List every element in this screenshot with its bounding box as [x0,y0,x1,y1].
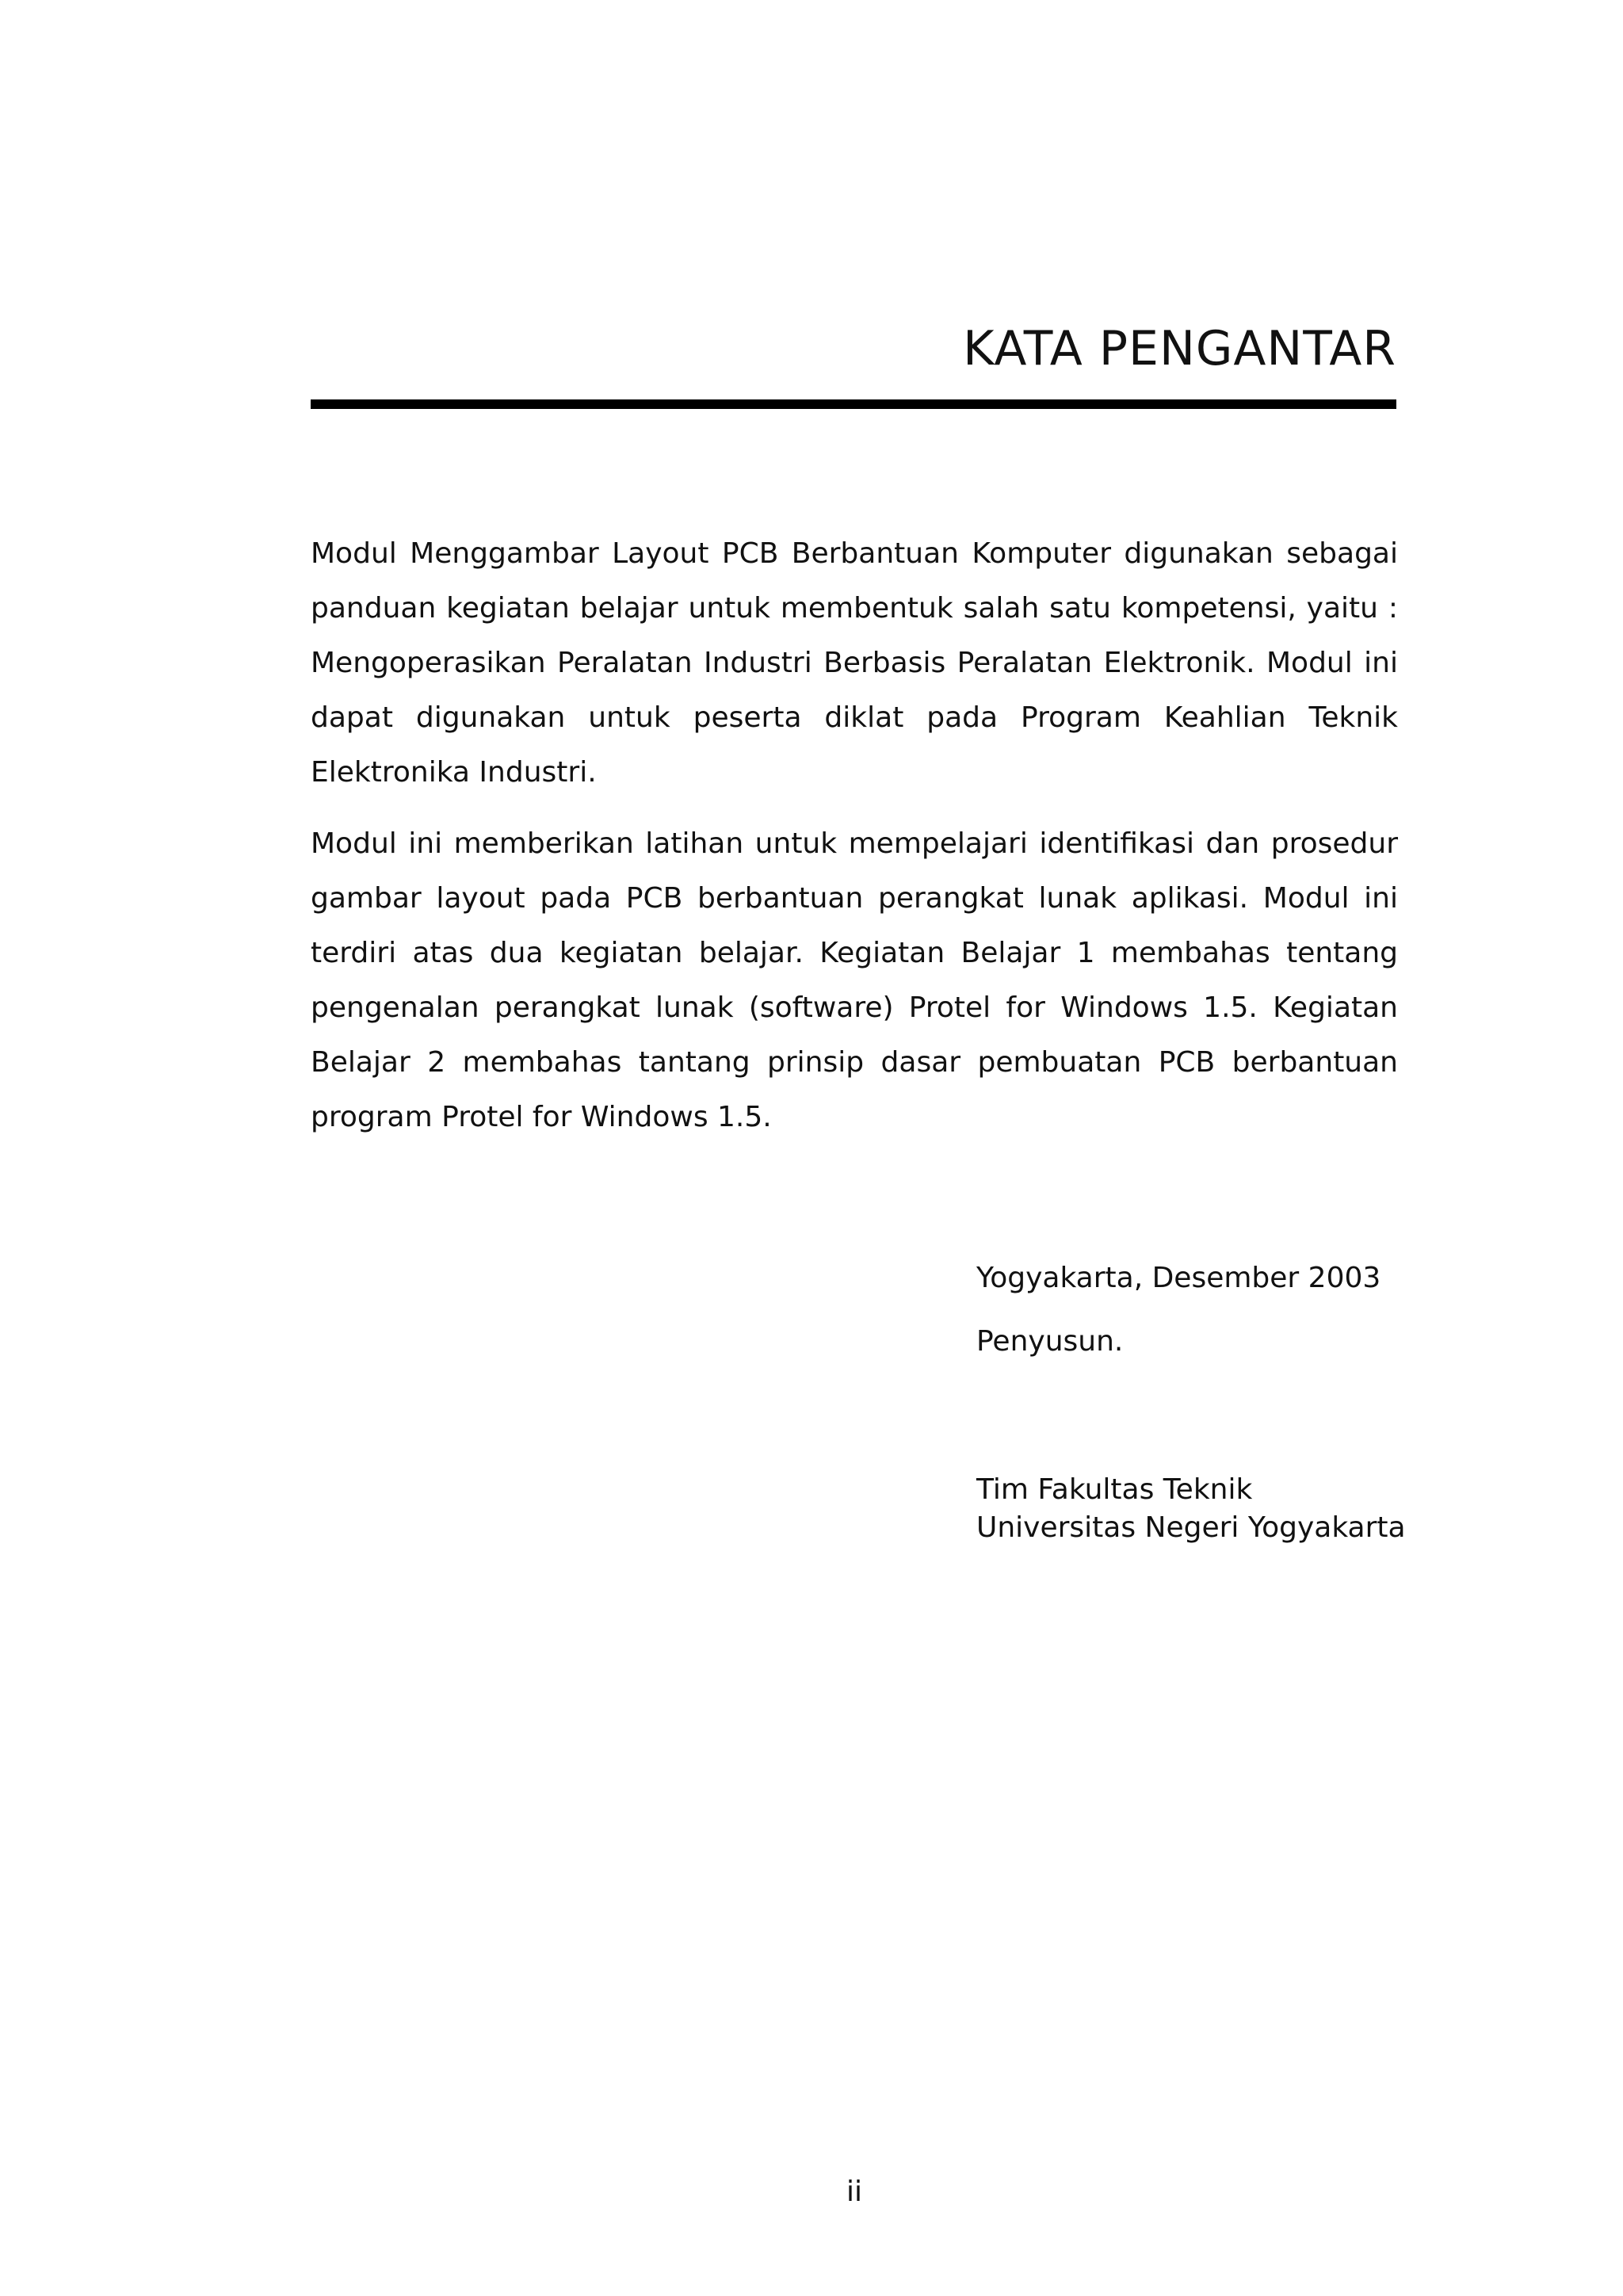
signoff-role: Penyusun. [976,1325,1124,1358]
signoff-organization-line-2: Universitas Negeri Yogyakarta [976,1511,1406,1544]
body-paragraph-2: Modul ini memberikan latihan untuk mempelajari identifikasi dan prosedur gambar layout pada PCB berbantuan perangkat lunak aplikasi. Modul ini terdiri atas dua kegiatan belajar. Kegiatan Belajar 1 membahas tentang pengenalan perangkat lunak (software) Protel for Windows 1.5. Kegiatan Belajar 2 membahas tantang prinsip dasar pembuatan PCB berbantuan program Protel for Windows 1.5. [311,827,1398,1133]
title-rule [311,399,1396,409]
body-paragraph-1: Modul Menggambar Layout PCB Berbantuan Komputer digunakan sebagai panduan kegiatan belajar untuk membentuk salah satu kompetensi, yaitu : Mengoperasikan Peralatan Industri Berbasis Peralatan Elektronik. Modul ini dapat digunakan untuk peserta diklat pada Program Keahlian Teknik Elektronika Industri. [311,537,1398,789]
signoff-place-date: Yogyakarta, Desember 2003 [976,1262,1381,1294]
signoff-organization-line-1: Tim Fakultas Teknik [976,1473,1253,1506]
page-number: ii [846,2176,862,2208]
page-title: KATA PENGANTAR [963,321,1396,376]
